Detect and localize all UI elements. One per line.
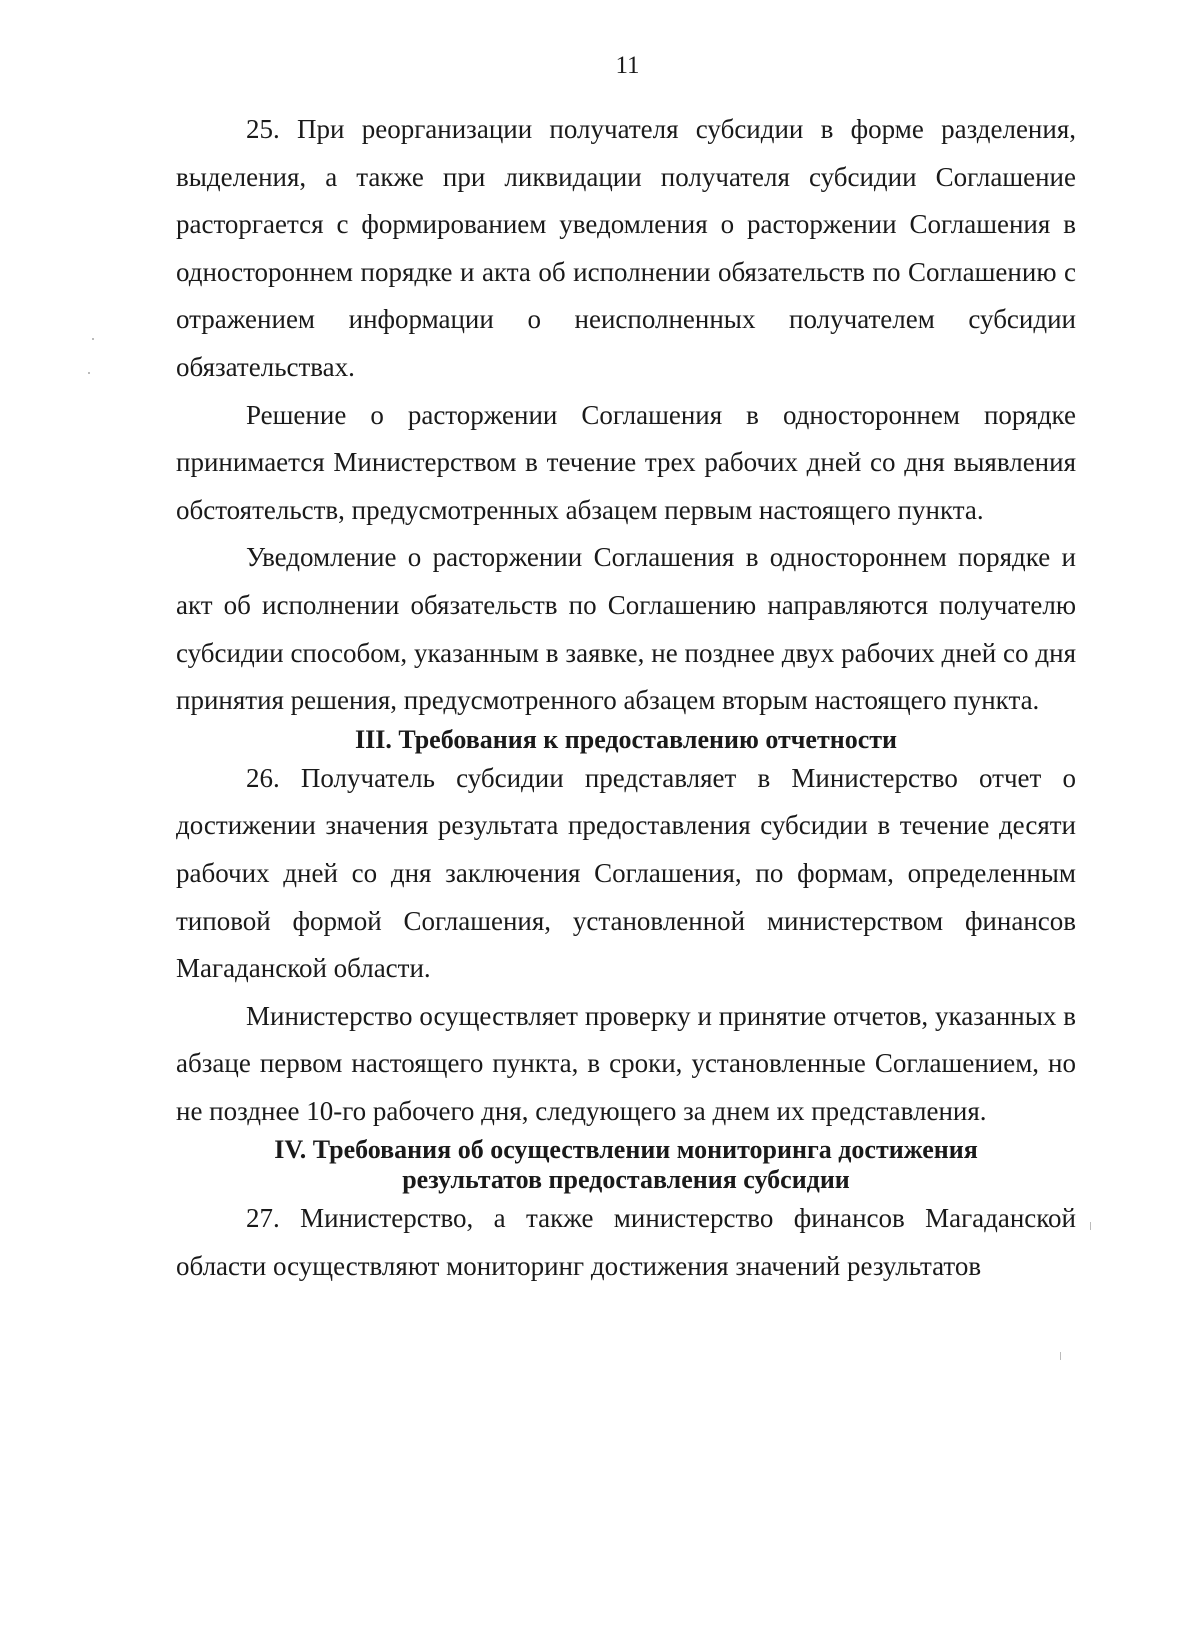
section-4-heading-line-1: IV. Требования об осуществлении мониторинга достижения <box>274 1135 978 1165</box>
page-number: 11 <box>615 52 640 79</box>
paragraph-26-2: Министерство осуществляет проверку и принятие отчетов, указанных в абзаце первом настоящего пункта, в сроки, установленные Соглашением, но не позднее 10-го рабочего дня, следующего за днем их представления. <box>176 1000 1076 1126</box>
paragraph-27-1: 27. Министерство, а также министерство финансов Магаданской области осуществляют мониторинг достижения значений результатов <box>176 1203 1076 1282</box>
scan-speck <box>1090 1222 1091 1230</box>
paragraph-26-1: 26. Получатель субсидии представляет в Министерство отчет о достижении значения результата предоставления субсидии в течение десяти рабочих дней со дня заключения Соглашения, по формам, определенным типовой формой Соглашения, установленной министерством финансов Магаданской области. <box>176 762 1076 984</box>
section-4-heading-line-2: результатов предоставления субсидии <box>402 1165 850 1195</box>
scan-speck <box>1060 1352 1061 1360</box>
section-4-heading <box>176 1135 1076 1195</box>
scan-speck <box>88 372 90 374</box>
paragraph-25-2: Решение о расторжении Соглашения в одностороннем порядке принимается Министерством в течение трех рабочих дней со дня выявления обстоятельств, предусмотренных абзацем первым настоящего пункта. <box>176 399 1076 525</box>
paragraph-25-1: 25. При реорганизации получателя субсидии в форме разделения, выделения, а также при ликвидации получателя субсидии Соглашение расторгается с формированием уведомления о расторжении Соглашения в одностороннем порядке и акта об исполнении обязательств по Соглашению с отражением информации о неисполненных получателем субсидии обязательствах. <box>176 114 1076 382</box>
paragraph-25-3: Уведомление о расторжении Соглашения в одностороннем порядке и акт об исполнении обязательств по Соглашению направляются получателю субсидии способом, указанным в заявке, не позднее двух рабочих дней со дня принятия решения, предусмотренного абзацем вторым настоящего пункта. <box>176 542 1076 716</box>
scan-speck <box>92 338 94 340</box>
document-body <box>176 106 1076 1291</box>
section-3-heading: III. Требования к предоставлению отчетности <box>354 724 897 754</box>
